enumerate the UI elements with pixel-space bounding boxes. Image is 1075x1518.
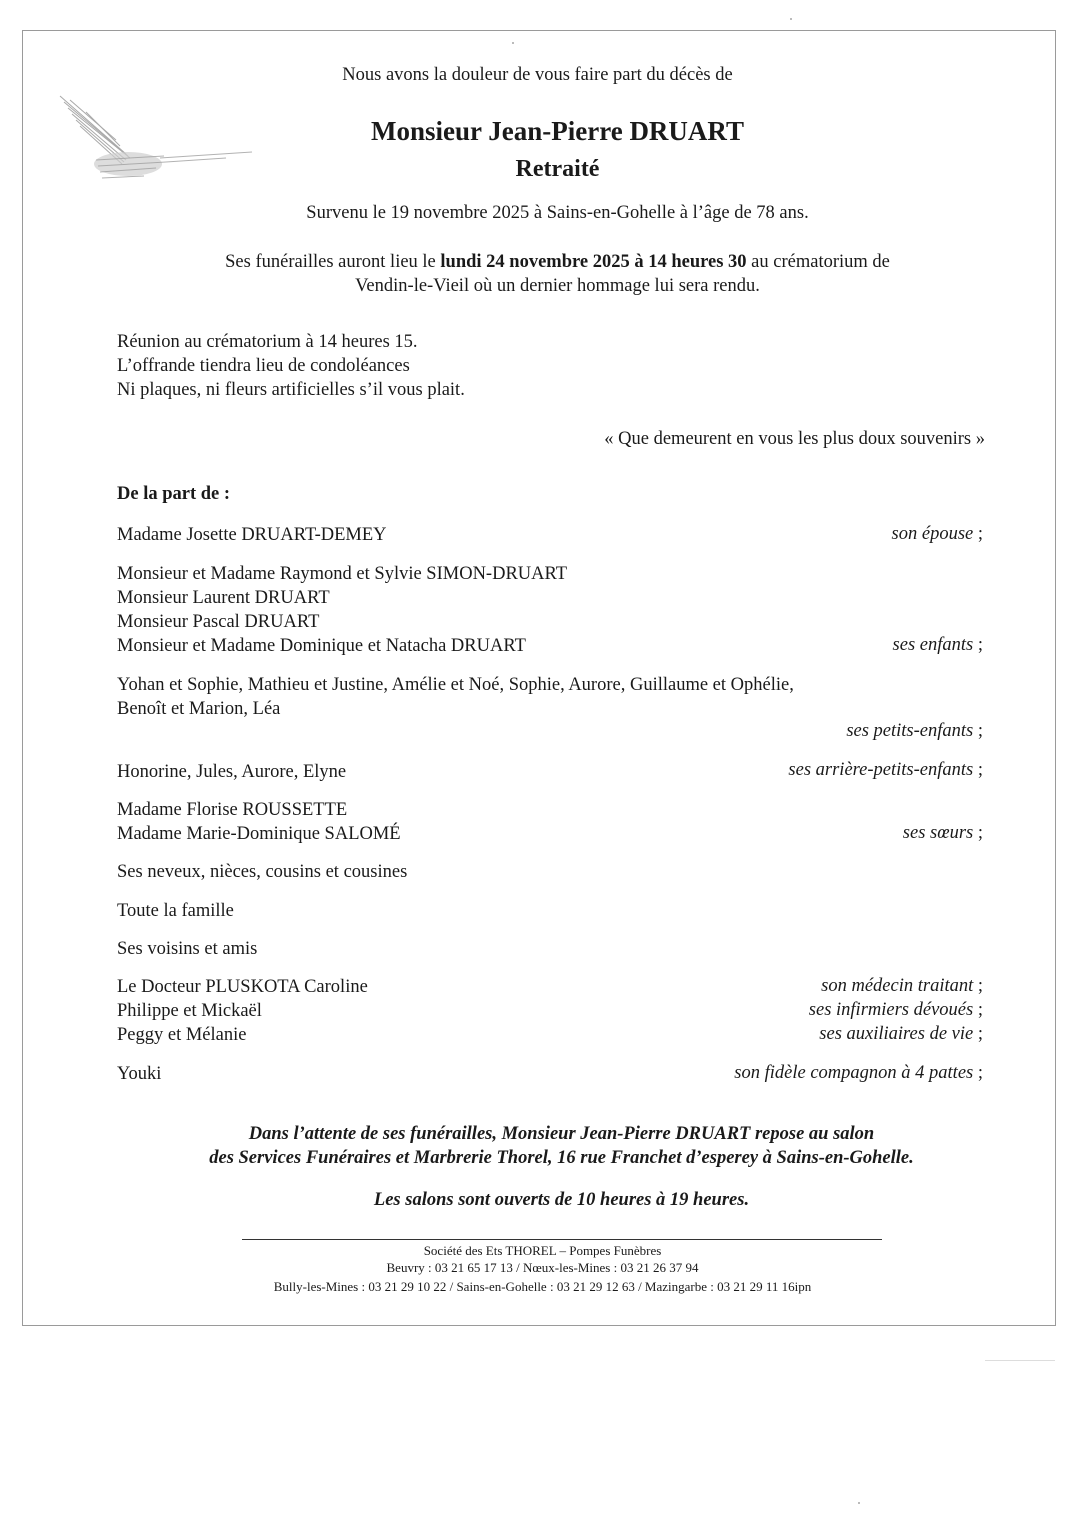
pet-name: Youki	[117, 1064, 162, 1084]
funeral-details: Ses funérailles auront lieu le lundi 24 novembre 2025 à 14 heures 30 au crématorium de	[225, 252, 890, 272]
sisters-relation: ses sœurs ;	[902, 823, 983, 843]
dove-icon	[56, 92, 256, 202]
child-2: Monsieur Laurent DRUART	[117, 588, 330, 608]
nephews: Ses neveux, nièces, cousins et cousines	[117, 862, 408, 882]
grandchildren-line-1: Yohan et Sophie, Mathieu et Justine, Amélie et Noé, Sophie, Aurore, Guillaume et Ophélie,	[117, 675, 794, 695]
deceased-name: Monsieur Jean-Pierre DRUART	[371, 116, 744, 146]
great-grandchildren-relation: ses arrière-petits-enfants ;	[788, 760, 983, 780]
carer-1-name: Le Docteur PLUSKOTA Caroline	[117, 977, 368, 997]
carer-2-name: Philippe et Mickaël	[117, 1001, 262, 1021]
footer-phones-2: Bully-les-Mines : 03 21 29 10 22 / Sains-en-Gohelle : 03 21 29 12 63 / Mazingarbe : 03 21 29 11 16ipn	[273, 1279, 812, 1294]
footer-phones-1: Beuvry : 03 21 65 17 13 / Nœux-les-Mines : 03 21 26 37 94	[386, 1260, 699, 1275]
funeral-location: Vendin-le-Vieil où un dernier hommage lui sera rendu.	[355, 276, 760, 296]
death-details: Survenu le 19 novembre 2025 à Sains-en-Gohelle à l’âge de 78 ans.	[306, 203, 809, 223]
spouse-relation: son épouse ;	[891, 524, 983, 544]
whole-family: Toute la famille	[117, 901, 234, 921]
child-1: Monsieur et Madame Raymond et Sylvie SIMON-DRUART	[117, 564, 568, 584]
children-relation: ses enfants ;	[892, 635, 983, 655]
scan-speck	[985, 1360, 1055, 1361]
grandchildren-line-2: Benoît et Marion, Léa	[117, 699, 281, 719]
intro-text: Nous avons la douleur de vous faire part du décès de	[342, 65, 733, 85]
carer-3-name: Peggy et Mélanie	[117, 1025, 247, 1045]
viewing-hours: Les salons sont ouverts de 10 heures à 19 heures.	[373, 1190, 750, 1210]
footer-company: Société des Ets THOREL – Pompes Funèbres	[423, 1243, 662, 1258]
carer-2-relation: ses infirmiers dévoués ;	[808, 1000, 983, 1020]
scan-speck	[790, 18, 792, 20]
pet-relation: son fidèle compagnon à 4 pattes ;	[734, 1063, 983, 1083]
spouse-name: Madame Josette DRUART-DEMEY	[117, 525, 387, 545]
sister-2: Madame Marie-Dominique SALOMÉ	[117, 824, 401, 844]
child-4: Monsieur et Madame Dominique et Natacha DRUART	[117, 636, 526, 656]
from-label: De la part de :	[117, 484, 231, 504]
great-grandchildren: Honorine, Jules, Aurore, Elyne	[117, 762, 347, 782]
child-3: Monsieur Pascal DRUART	[117, 612, 320, 632]
note-offering: L’offrande tiendra lieu de condoléances	[117, 356, 410, 376]
carer-3-relation: ses auxiliaires de vie ;	[819, 1024, 983, 1044]
note-flowers: Ni plaques, ni fleurs artificielles s’il vous plait.	[117, 380, 465, 400]
scan-speck	[512, 42, 514, 44]
viewing-line-2: des Services Funéraires et Marbrerie Thorel, 16 rue Franchet d’esperey à Sains-en-Gohelle.	[209, 1148, 914, 1168]
footer-divider	[242, 1239, 882, 1240]
sister-1: Madame Florise ROUSSETTE	[117, 800, 348, 820]
occupation: Retraité	[515, 156, 600, 182]
scan-speck	[858, 1502, 860, 1504]
viewing-line-1: Dans l’attente de ses funérailles, Monsieur Jean-Pierre DRUART repose au salon	[248, 1124, 875, 1144]
note-gathering: Réunion au crématorium à 14 heures 15.	[117, 332, 418, 352]
grandchildren-relation: ses petits-enfants ;	[846, 721, 983, 741]
carer-1-relation: son médecin traitant ;	[821, 976, 983, 996]
quote: « Que demeurent en vous les plus doux souvenirs »	[604, 429, 985, 449]
neighbours: Ses voisins et amis	[117, 939, 258, 959]
